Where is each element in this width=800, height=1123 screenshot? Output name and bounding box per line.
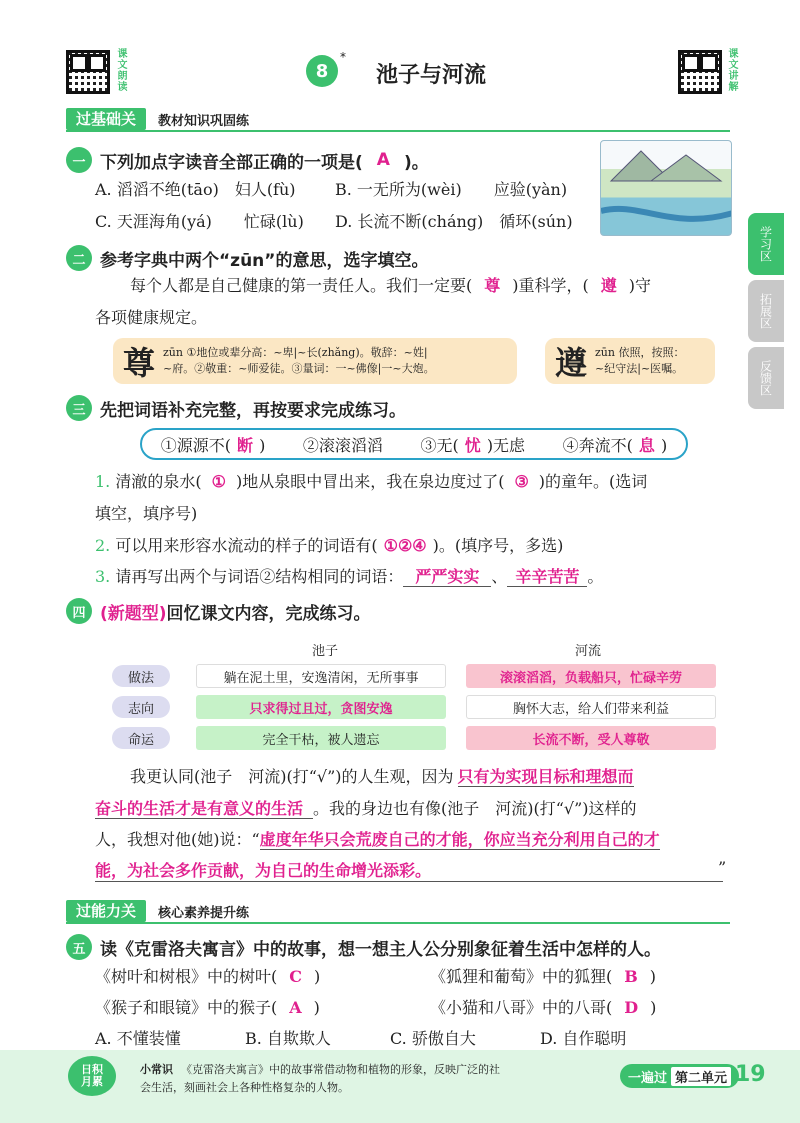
dict-char-zun2: 遵 bbox=[555, 344, 588, 382]
q4-message-answer-2: 能，为社会多作贡献，为自己的生命增光添彩。 bbox=[95, 861, 723, 882]
q4-new-type-tag: (新题型) bbox=[100, 603, 167, 624]
section-ability-subtitle: 核心素养提升练 bbox=[158, 905, 250, 921]
q3-sub1-answer-1: ① bbox=[211, 472, 226, 491]
dict-zun1-line1: zūn ①地位或辈分高：~卑|~长(zhǎng)。敬辞：~姓| bbox=[163, 346, 428, 359]
q4-reason-answer-2: 奋斗的生活才是有意义的生活 bbox=[95, 799, 313, 819]
dict-zun2-line1: zūn 依照，按照： bbox=[595, 346, 685, 359]
q4-row-label-3: 命运 bbox=[112, 727, 170, 749]
q4-heading bbox=[66, 598, 371, 624]
q1-option-a: A. 滔滔不绝(tāo) 妇人(fù) bbox=[95, 180, 296, 199]
q4-para-line4 bbox=[95, 861, 725, 882]
section-basic-bar bbox=[66, 108, 249, 130]
q4-col-header-river: 河流 bbox=[575, 644, 602, 659]
q5-prompt: 读《克雷洛夫寓言》中的故事，想一想主人公分别象征着生活中怎样的人。 bbox=[100, 939, 661, 960]
q2-text-c: )守 bbox=[628, 276, 652, 295]
q4-row-label-2: 志向 bbox=[112, 696, 170, 718]
q5-item-3-answer: A bbox=[289, 998, 302, 1017]
q4-number: 四 bbox=[66, 598, 92, 624]
q5-option-c: C. 骄傲自大 bbox=[390, 1029, 476, 1048]
q4-cell-river-3: 长流不断，受人尊敬 bbox=[466, 726, 716, 750]
q4-para-line3: 人，我想对他(她)说：“虚度年华只会荒废自己的才能，你应当充分利用自己的才 bbox=[95, 830, 660, 849]
q5-item-4-answer: D bbox=[624, 998, 639, 1017]
q3-sub2-number: 2. bbox=[95, 536, 111, 555]
q1-answer: A bbox=[376, 150, 390, 170]
q5-item-2-answer: B bbox=[624, 967, 638, 986]
q4-cell-pond-1: 躺在泥土里，安逸清闲，无所事事 bbox=[196, 664, 446, 688]
footer-brand-pill bbox=[620, 1064, 739, 1088]
footer-tip-label: 小常识 bbox=[140, 1063, 173, 1076]
q5-option-d: D. 自作聪明 bbox=[540, 1029, 627, 1048]
footer-brand: 一遍过 bbox=[628, 1070, 668, 1086]
q3-word-4-answer: 息 bbox=[638, 435, 655, 455]
q4-cell-pond-3: 完全干枯，被人遗忘 bbox=[196, 726, 446, 750]
q5-item-1: 《树叶和树根》中的树叶( C ) bbox=[95, 967, 321, 986]
q3-word-1: ①源源不( 断 ) bbox=[160, 435, 266, 455]
q4-close-quote: ” bbox=[718, 858, 727, 877]
q3-heading bbox=[66, 395, 406, 421]
q1-prompt: 下列加点字读音全部正确的一项是( bbox=[100, 152, 363, 173]
q5-number: 五 bbox=[66, 934, 92, 960]
footer-tip-line1: 《克雷洛夫寓言》中的故事常借动物和植物的形象，反映广泛的社 bbox=[181, 1063, 500, 1076]
page-title: 池子与河流 bbox=[376, 63, 487, 88]
section-ability-bar bbox=[66, 900, 249, 922]
q3-word-3: ③无( 忧 )无虑 bbox=[420, 435, 526, 455]
q2-heading bbox=[66, 245, 428, 271]
footer-badge: 日积月累 bbox=[68, 1056, 116, 1096]
section-basic-tag: 过基础关 bbox=[66, 108, 146, 130]
q3-sub3-answer-2: 辛辛苦苦 bbox=[507, 567, 587, 587]
q1-prompt-end: )。 bbox=[403, 152, 429, 173]
q5-item-2: 《狐狸和葡萄》中的狐狸( B ) bbox=[430, 967, 657, 986]
q3-sub3-answer-1: 严严实实 bbox=[403, 567, 491, 587]
section-ability-tag: 过能力关 bbox=[66, 900, 146, 922]
q5-option-b: B. 自欺欺人 bbox=[245, 1029, 331, 1048]
lesson-number-badge bbox=[306, 55, 338, 87]
q5-option-a: A. 不懂装懂 bbox=[95, 1029, 181, 1048]
q3-word-box bbox=[140, 428, 688, 460]
q1-option-d: D. 长流不断(cháng) 循环(sún) bbox=[335, 212, 573, 231]
qr-left-label: 课文朗读 bbox=[115, 48, 126, 92]
q5-item-3: 《猴子和眼镜》中的猴子( A ) bbox=[95, 998, 320, 1017]
q3-sub1-answer-2: ③ bbox=[514, 472, 529, 491]
side-tab-expand[interactable]: 拓展区 bbox=[748, 280, 784, 342]
q2-sentence-line1 bbox=[130, 276, 651, 296]
q3-word-3-answer: 忧 bbox=[464, 435, 481, 455]
q2-text-a: 每个人都是自己健康的第一责任人。我们一定要( bbox=[130, 276, 473, 295]
q4-reason-answer-1: 只有为实现目标和理想而 bbox=[457, 767, 634, 786]
side-tab-feedback[interactable]: 反馈区 bbox=[748, 347, 784, 409]
q3-sub2: 2. 可以用来形容水流动的样子的词语有( ①②④ )。(填序号，多选) bbox=[95, 536, 564, 555]
section-divider-2 bbox=[66, 922, 730, 924]
dict-char-zun1: 尊 bbox=[123, 344, 156, 382]
q1-number: 一 bbox=[66, 147, 92, 173]
q1-heading bbox=[66, 147, 429, 173]
q4-prompt: 回忆课文内容，完成练习。 bbox=[166, 603, 371, 624]
q1-option-b: B. 一无所为(wèi) 应验(yàn) bbox=[335, 180, 568, 199]
q3-sub1-line2: 填空，填序号) bbox=[95, 504, 198, 523]
q3-word-1-answer: 断 bbox=[237, 435, 254, 455]
q5-item-1-answer: C bbox=[289, 967, 302, 986]
q1-option-c: C. 天涯海角(yá) 忙碌(lù) bbox=[95, 212, 304, 231]
footer-unit: 第二单元 bbox=[671, 1067, 731, 1086]
q3-prompt: 先把词语补充完整，再按要求完成练习。 bbox=[100, 400, 406, 421]
dict-entry-zun1 bbox=[113, 338, 517, 384]
lesson-star: * bbox=[340, 50, 346, 64]
q4-col-header-pond: 池子 bbox=[312, 644, 339, 659]
q4-cell-pond-2: 只求得过且过，贪图安逸 bbox=[196, 695, 446, 719]
q3-sub1-line1: 1. 清澈的泉水( ① )地从泉眼中冒出来，我在泉边度过了( ③ )的童年。(选词 bbox=[95, 472, 648, 491]
section-basic-subtitle: 教材知识巩固练 bbox=[158, 113, 250, 129]
footer-tip bbox=[140, 1061, 600, 1097]
q2-answer-1: 尊 bbox=[484, 276, 501, 295]
q3-number: 三 bbox=[66, 395, 92, 421]
q3-sub1-number: 1. bbox=[95, 472, 111, 491]
q4-row-label-1: 做法 bbox=[112, 665, 170, 687]
q4-message-answer-1: 虚度年华只会荒废自己的才能，你应当充分利用自己的才 bbox=[259, 830, 660, 849]
q4-para-line2: 奋斗的生活才是有意义的生活 。我的身边也有像(池子 河流)(打“√”)这样的 bbox=[95, 799, 637, 818]
q2-number: 二 bbox=[66, 245, 92, 271]
qr-code-left[interactable] bbox=[66, 50, 110, 94]
q3-sub3-number: 3. bbox=[95, 567, 111, 586]
mountain-river-icon bbox=[601, 141, 732, 236]
q2-text-b: )重科学，( bbox=[512, 276, 589, 295]
q3-sub2-answer: ①②④ bbox=[383, 536, 427, 555]
side-tab-study[interactable]: 学习区 bbox=[748, 213, 784, 275]
lesson-number: 8 bbox=[315, 60, 329, 82]
q5-item-4: 《小猫和八哥》中的八哥( D ) bbox=[430, 998, 657, 1017]
q3-word-4: ④奔流不( 息 ) bbox=[562, 435, 668, 455]
dict-zun2-line2: ~纪守法|~医嘱。 bbox=[595, 362, 684, 375]
dict-entry-zun2 bbox=[545, 338, 715, 384]
landscape-illustration bbox=[600, 140, 732, 236]
q2-answer-2: 遵 bbox=[600, 276, 617, 295]
page-number: 19 bbox=[735, 1062, 766, 1087]
q4-cell-river-2: 胸怀大志，给人们带来利益 bbox=[466, 695, 716, 719]
q4-cell-river-1: 滚滚滔滔，负载船只，忙碌辛劳 bbox=[466, 664, 716, 688]
qr-code-right[interactable] bbox=[678, 50, 722, 94]
q5-heading bbox=[66, 934, 661, 960]
section-divider bbox=[66, 130, 730, 132]
q3-sub3: 3. 请再写出两个与词语②结构相同的词语： 严严实实 、 辛辛苦苦 。 bbox=[95, 567, 604, 586]
dict-zun1-line2: ~府。②敬重：~师爱徒。③量词：一~佛像|一~大炮。 bbox=[163, 362, 435, 375]
q3-word-2: ②滚滚滔滔 bbox=[302, 435, 383, 455]
q2-sentence-line2: 各项健康规定。 bbox=[95, 308, 208, 327]
q4-para-line1: 我更认同(池子 河流)(打“√”)的人生观，因为 只有为实现目标和理想而 bbox=[130, 767, 634, 786]
qr-right-label: 课文讲解 bbox=[726, 48, 737, 92]
q2-prompt: 参考字典中两个“zūn”的意思，选字填空。 bbox=[100, 250, 429, 271]
footer-tip-line2: 会生活，刻画社会上各种性格复杂的人物。 bbox=[140, 1081, 349, 1094]
